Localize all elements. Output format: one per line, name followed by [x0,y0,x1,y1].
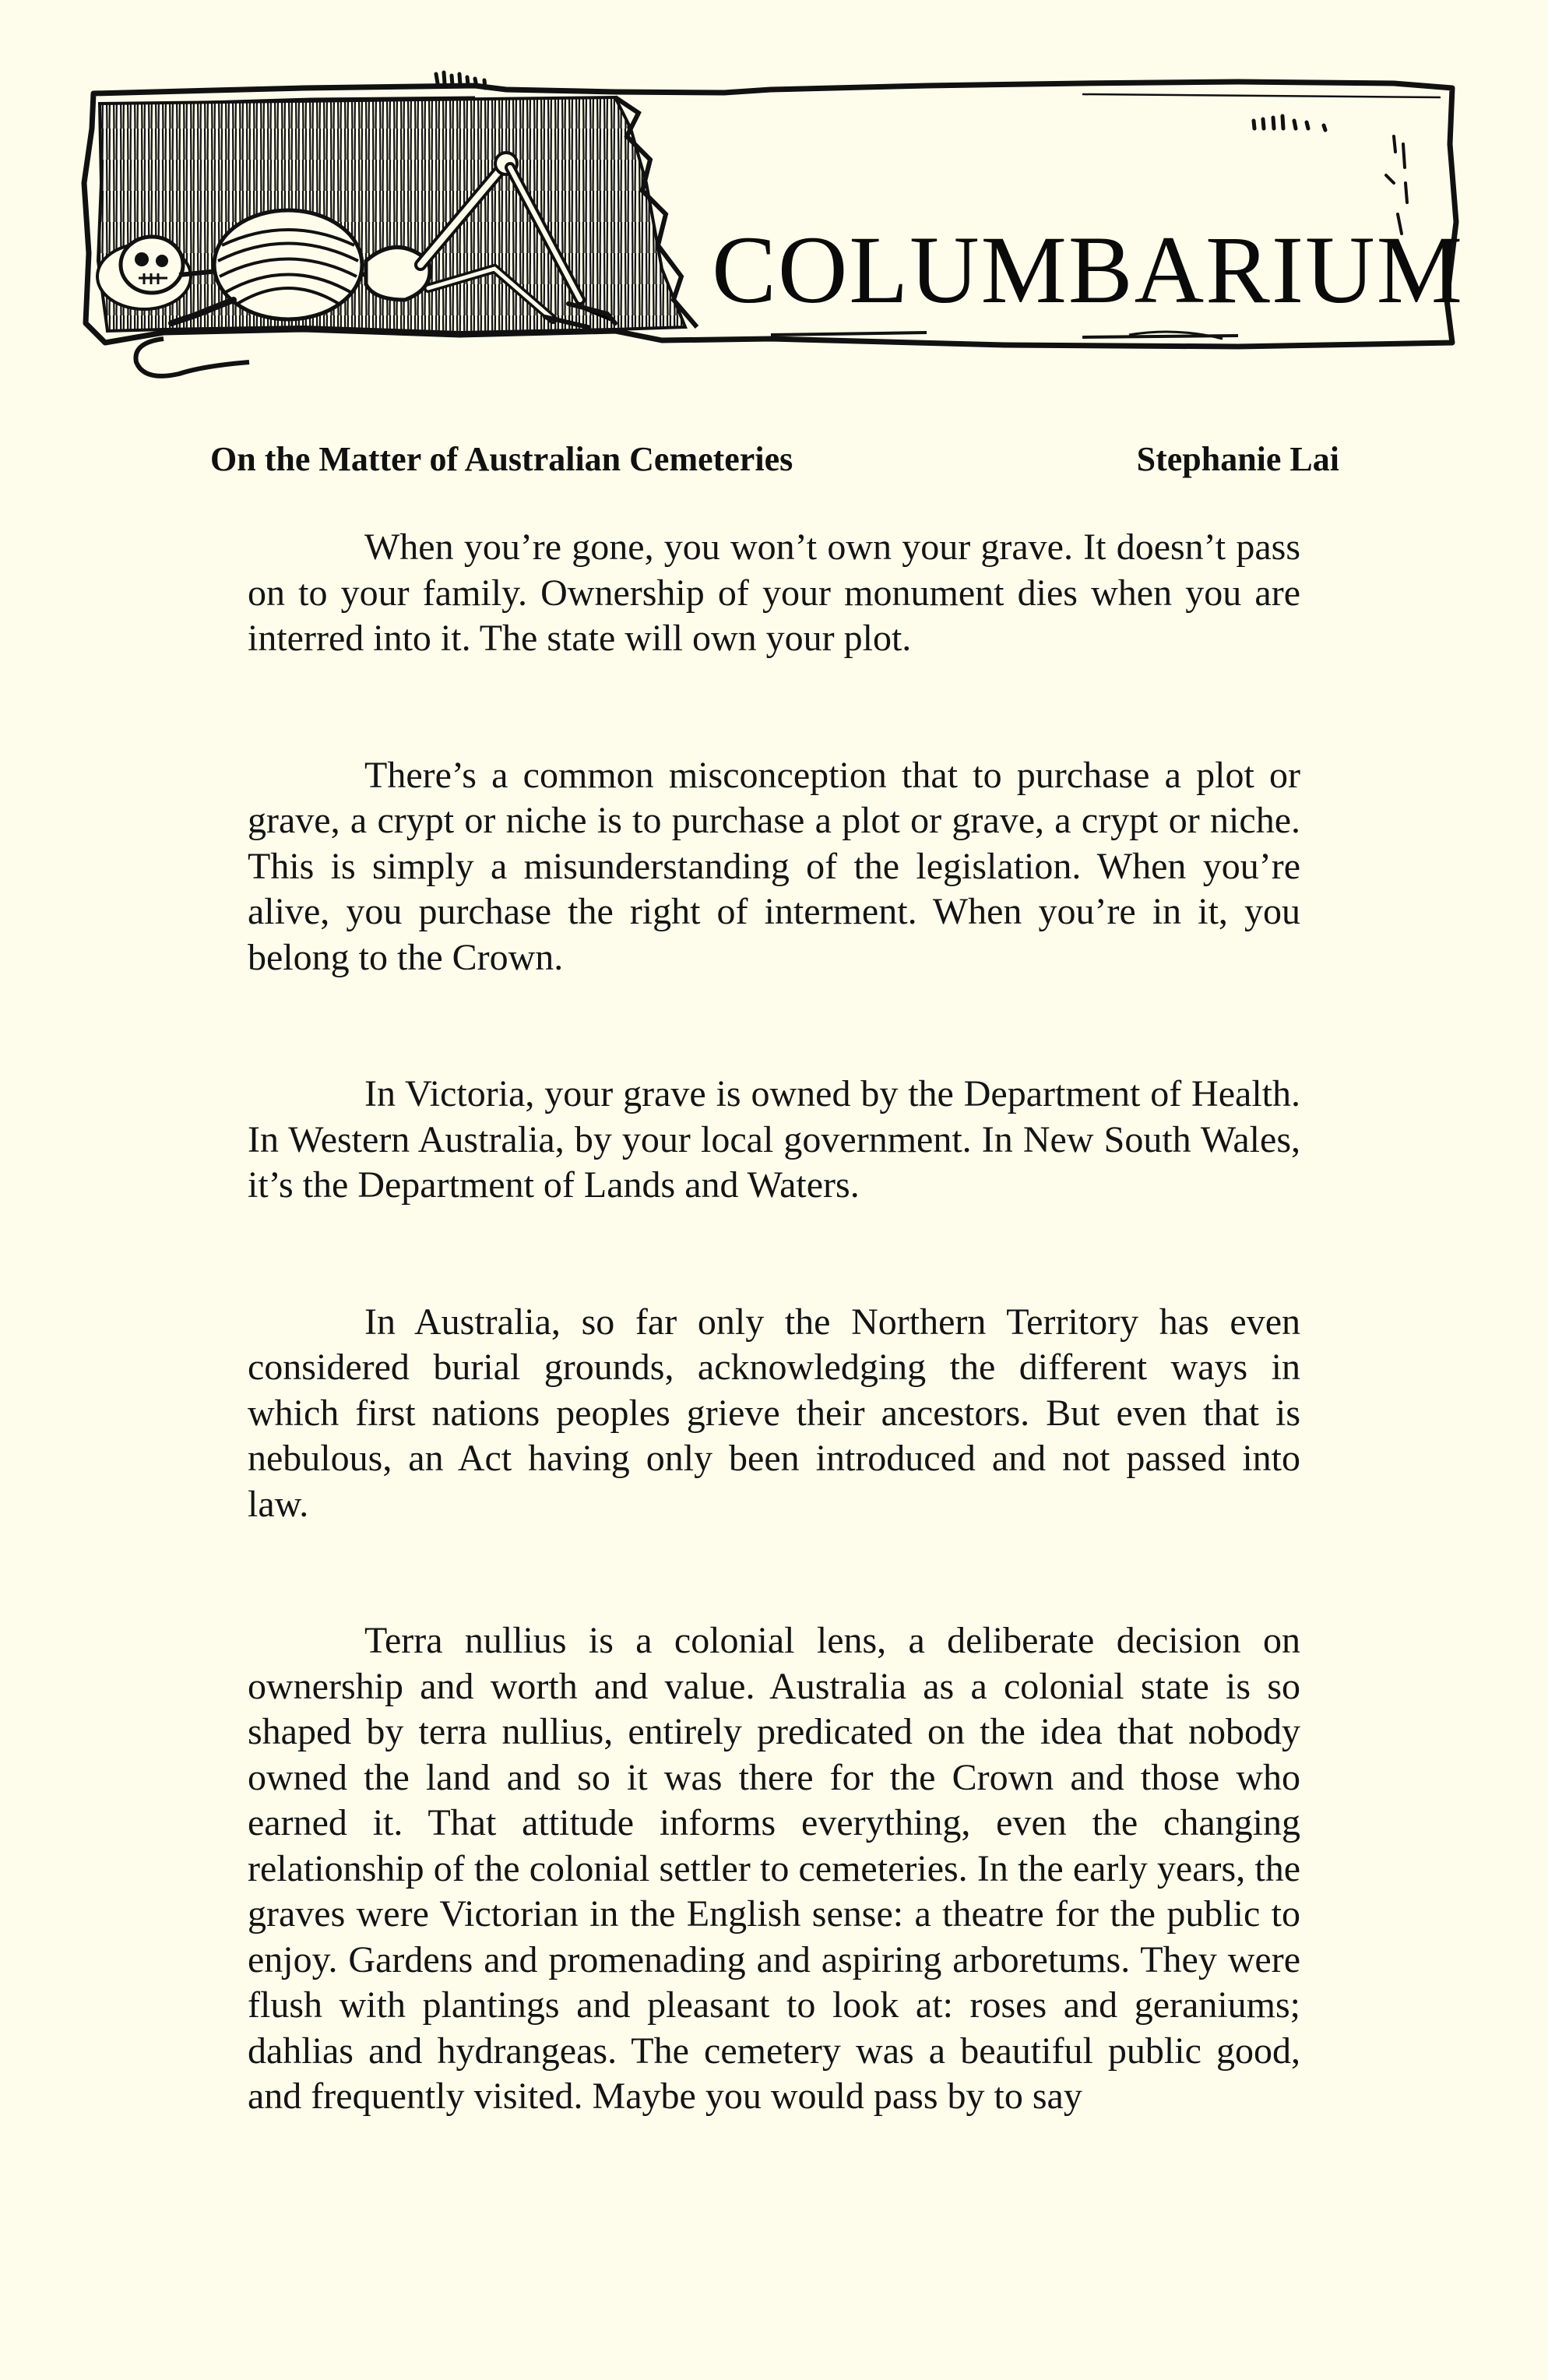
author-name: Stephanie Lai [1136,440,1339,478]
paragraph: In Australia, so far only the Northern Territory has even considered burial grounds, acknowledging the different ways in which first nations peoples grieve their ancestors. But even that is nebulous, an Act having only been introduced and not passed into law. [248,1301,1300,1525]
paragraph: When you’re gone, you won’t own your grave. It doesn’t pass on to your family. Ownership of your monument dies when you are interred into it. The state will own your plot. [248,526,1300,659]
article-body [248,525,1300,2120]
paragraph: In Victoria, your grave is owned by the Department of Health. In Western Australia, by your local government. In New South Wales, it’s the Department of Lands and Waters. [248,1073,1300,1206]
header-banner [70,66,1472,393]
article-byline [210,438,1339,481]
article-title: On the Matter of Australian Cemeteries [210,440,793,478]
paragraph: Terra nullius is a colonial lens, a deliberate decision on ownership and worth and value. Australia as a colonial state is so shaped by terra nullius, entirely predicated on the idea that nobody owned the land and so it was there for the Crown and those who earned it. That attitude informs everything, even the changing relationship of the colonial settler to cemeteries. In the early years, the graves were Victorian in the English sense: a theatre for the public to enjoy. Gardens and promenading and aspiring arboretums. They were flush with plantings and pleasant to look at: roses and geraniums; dahlias and hydrangeas. The cemetery was a beautiful public good, and frequently visited. Maybe you would pass by to say [248,1620,1300,2117]
masthead-title: COLUMBARIUM [712,217,1464,323]
paragraph: There’s a common misconception that to purchase a plot or grave, a crypt or niche is to purchase a plot or grave, a crypt or niche. This is simply a misunderstanding of the legislation. When you’re alive, you purchase the right of interment. When you’re in it, you belong to the Crown. [248,754,1300,978]
